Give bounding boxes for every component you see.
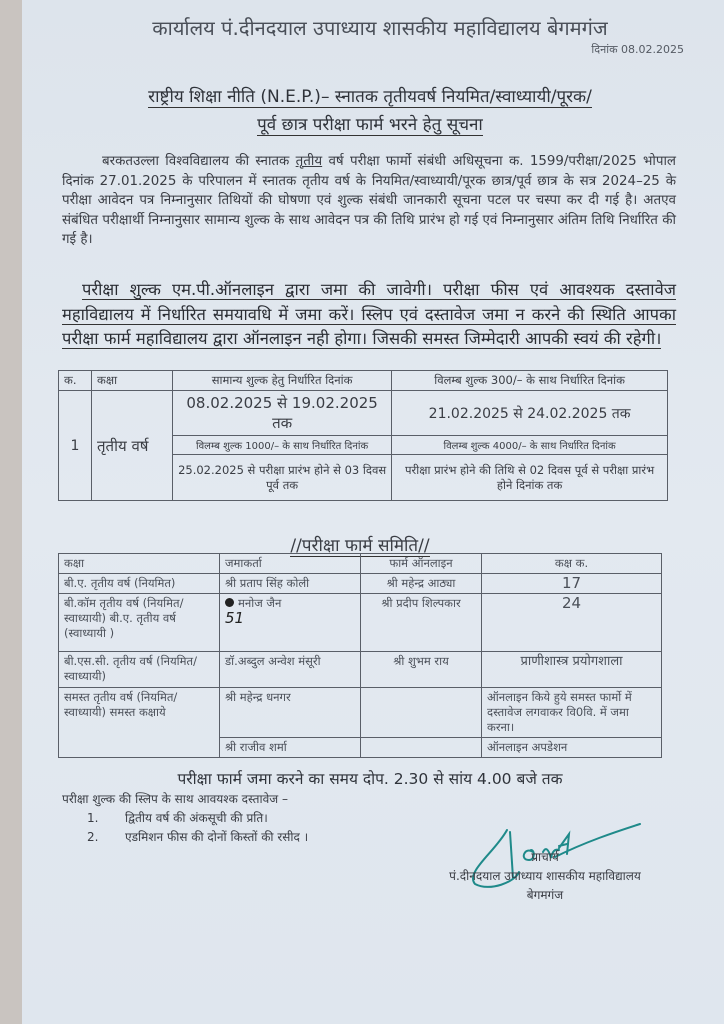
item-text: एडमिशन फीस की दोनों किस्तों की रसीद । — [125, 830, 309, 844]
table-header-row — [59, 371, 668, 391]
header-late-300: विलम्ब शुल्क 300/– के साथ निर्धारित दिनांक — [392, 371, 668, 391]
committee-table — [58, 553, 662, 758]
class-cell: बी.कॉम तृतीय वर्ष (नियमित/स्वाध्यायी) बी.ए. तृतीय वर्ष (स्वाध्यायी ) — [59, 594, 220, 652]
online-cell — [361, 738, 482, 758]
subject-text-2: पूर्व छात्र परीक्षा फार्म भरने हेतु सूचना — [257, 115, 483, 135]
room-cell: ऑनलाइन अपडेशन — [482, 738, 662, 758]
fee-schedule-table — [58, 370, 668, 501]
late-1000-dates: 25.02.2025 से परीक्षा प्रारंभ होने से 03 दिवस पूर्व तक — [173, 455, 392, 501]
late-4000-dates: परीक्षा प्रारंभ होने की तिथि से 02 दिवस पूर्व से परीक्षा प्रारंभ होने दिनांक तक — [392, 455, 668, 501]
para-rest: वर्ष परीक्षा फार्मो संबंधी अधिसूचना क. 1599/परीक्षा/2025 भोपाल दिनांक 27.01.2025 के परिपालन में स्नातक तृतीय वर्ष के नियमित/स्वाध्यायी/पूरक छात्र/पूर्व छात्र के सत्र 2024–25 के परीक्षा आवेदन पत्र निम्नानुसार तिथियों की घोषणा एवं शुल्क संबंधी जानकारी सूचना पटल पर चस्पा कर दी गई है। अतएव संबंधित परीक्षार्थी निम्नानुसार सामान्य शुल्क के साथ आवेदन पत्र की तिथि प्रारंभ हो गई एवं निम्नानुसार अंतिम तिथि निर्धारित की गई है। — [62, 154, 676, 248]
header-depositor: जमाकर्ता — [220, 554, 361, 574]
depositor-cell: डॉ.अब्दुल अन्वेश मंसूरी — [220, 652, 361, 688]
item-number: 2. — [87, 830, 99, 844]
depositor-cell — [220, 594, 361, 652]
depositor-cell: श्री प्रताप सिंह कोली — [220, 574, 361, 594]
depositor-cell: श्री राजीव शर्मा — [220, 738, 361, 758]
ink-dot-icon — [225, 598, 234, 607]
normal-dates: 08.02.2025 से 19.02.2025 तक — [173, 391, 392, 436]
room-cell: 17 — [482, 574, 662, 594]
office-header: कार्यालय पं.दीनदयाल उपाध्याय शासकीय महाविद्यालय बेगमगंज — [152, 16, 608, 40]
notice-date: दिनांक 08.02.2025 — [591, 43, 684, 56]
depositor-name: मनोज जैन — [238, 596, 282, 610]
online-cell: श्री महेन्द्र आठ्या — [361, 574, 482, 594]
header-late-1000: विलम्ब शुल्क 1000/– के साथ निर्धारित दिनांक — [173, 436, 392, 455]
list-item — [62, 809, 308, 828]
place: बेगमगंज — [526, 888, 564, 902]
late-300-dates: 21.02.2025 से 24.02.2025 तक — [392, 391, 668, 436]
header-serial: क. — [59, 371, 92, 391]
header-class: कक्षा — [59, 554, 220, 574]
table-header-row — [59, 554, 662, 574]
serial-cell: 1 — [59, 391, 92, 501]
fee-notice — [62, 278, 676, 352]
handwritten-note: 51 — [225, 609, 245, 627]
header-room: कक्ष क. — [482, 554, 662, 574]
table-row — [59, 594, 662, 652]
table-row — [59, 574, 662, 594]
header-class: कक्षा — [92, 371, 173, 391]
item-text: द्वितीय वर्ष की अंकसूची की प्रति। — [125, 811, 268, 825]
signature-block — [400, 848, 690, 905]
college-name: पं.दीनदयाल उपाध्याय शासकीय महाविद्यालय — [449, 869, 641, 883]
room-cell: प्राणीशास्त्र प्रयोगशाला — [482, 652, 662, 688]
fee-notice-text: परीक्षा शुल्क एम.पी.ऑनलाइन द्वारा जमा की जावेगी। परीक्षा फीस एवं आवश्यक दस्तावेज महाविद्यालय में निर्धारित समयावधि में जमा करें। स्लिप एवं दस्तावेज जमा न करने की स्थिति आपका परीक्षा फार्म महाविद्यालय द्वारा ऑनलाइन नही होगा। जिसकी समस्त जिम्मेदारी आपकी स्वयं की रहेगी। — [62, 280, 676, 348]
table-row — [59, 688, 662, 738]
header-normal-fee: सामान्य शुल्क हेतु निर्धारित दिनांक — [173, 371, 392, 391]
notice-paragraph — [62, 152, 676, 250]
online-cell: श्री शुभम राय — [361, 652, 482, 688]
class-cell: बी.ए. तृतीय वर्ष (नियमित) — [59, 574, 220, 594]
class-cell: तृतीय वर्ष — [92, 391, 173, 501]
submission-time: परीक्षा फार्म जमा करने का समय दोप. 2.30 से सांय 4.00 बजे तक — [177, 770, 563, 788]
table-row — [59, 391, 668, 436]
online-cell: श्री प्रदीप शिल्पकार — [361, 594, 482, 652]
header-online: फार्म ऑनलाइन — [361, 554, 482, 574]
designation: प्राचार्य — [531, 850, 559, 864]
room-cell: ऑनलाइन किये हुये समस्त फार्मो में दस्तावेज लगवाकर वि0वि. में जमा करना। — [482, 688, 662, 738]
item-number: 1. — [87, 811, 99, 825]
subject-line-2 — [60, 112, 680, 135]
required-documents — [62, 790, 308, 847]
documents-heading: परीक्षा शुल्क की स्लिप के साथ आवयश्क दस्तावेज – — [62, 792, 288, 806]
table-row — [59, 652, 662, 688]
para-start: बरकतउल्ला विश्वविद्यालय की स्नातक — [102, 154, 296, 169]
header-late-4000: विलम्ब शुल्क 4000/– के साथ निर्धारित दिनांक — [392, 436, 668, 455]
depositor-cell: श्री महेन्द्र धनगर — [220, 688, 361, 738]
subject-text-1: राष्ट्रीय शिक्षा नीति (N.E.P.)– स्नातक तृतीयवर्ष नियमित/स्वाध्यायी/पूरक/ — [148, 87, 592, 107]
online-cell — [361, 688, 482, 738]
committee-title-text: //परीक्षा फार्म समिति// — [290, 536, 430, 556]
list-item — [62, 828, 308, 847]
room-cell: 24 — [482, 594, 662, 652]
subject-line-1 — [60, 84, 680, 107]
para-emphasis: तृतीय — [295, 154, 323, 169]
class-cell: बी.एस.सी. तृतीय वर्ष (नियमित/स्वाध्यायी) — [59, 652, 220, 688]
class-cell: समस्त तृतीय वर्ष (नियमित/स्वाध्यायी) समस्त कक्षाये — [59, 688, 220, 758]
